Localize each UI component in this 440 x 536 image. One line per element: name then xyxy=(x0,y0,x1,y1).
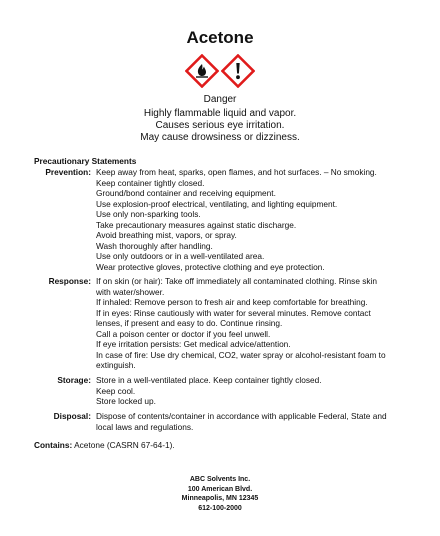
statement-line: Take precautionary measures against static discharge. xyxy=(96,219,297,230)
statement-line: If inhaled: Remove person to fresh air and keep comfortable for breathing. xyxy=(96,297,368,307)
statement-line: Keep container tightly closed. xyxy=(96,177,205,188)
exclamation-mark-pictogram-icon xyxy=(221,54,255,88)
address-line: 612-100-2000 xyxy=(198,504,242,512)
contains-value: Acetone (CASRN 67-64-1). xyxy=(74,440,175,450)
statement-line: Use only outdoors or in a well-ventilated area. xyxy=(96,251,265,261)
contains-label: Contains: xyxy=(34,440,73,450)
statement-line: extinguish. xyxy=(96,360,136,370)
address-line: Minneapolis, MN 12345 xyxy=(181,495,259,502)
statement-line: If on skin (or hair): Take off immediately all contaminated clothing. Rinse skin xyxy=(96,276,377,286)
signal-word: Danger xyxy=(203,94,237,105)
statement-line: Avoid breathing mist, vapors, or spray. xyxy=(96,230,237,240)
hazard-statement: Causes serious eye irritation. xyxy=(155,120,285,131)
prevention-statements xyxy=(96,167,408,272)
statement-line: Call a poison center or doctor if you feel unwell. xyxy=(96,328,271,339)
response-label: Response: xyxy=(48,276,91,286)
address-line: ABC Solvents Inc. xyxy=(189,476,251,483)
hazard-statement: May cause drowsiness or dizziness. xyxy=(140,132,300,143)
storage-statements xyxy=(96,375,408,407)
storage-label: Storage: xyxy=(57,375,91,385)
statement-line: Wear protective gloves, protective clothing and eye protection. xyxy=(96,261,325,272)
statement-line: If eye irritation persists: Get medical advice/attention. xyxy=(96,339,291,349)
statement-line: Store locked up. xyxy=(96,396,156,406)
disposal-label: Disposal: xyxy=(53,411,91,421)
statement-line: In case of fire: Use dry chemical, CO2, water spray or alcohol-resistant foam to xyxy=(96,349,386,360)
precautionary-heading: Precautionary Statements xyxy=(34,156,137,166)
statement-line: Keep cool. xyxy=(96,385,136,396)
statement-line: Use explosion-proof electrical, ventilating, and lighting equipment. xyxy=(96,198,338,209)
supplier-address xyxy=(0,475,440,513)
contains-line xyxy=(34,440,175,450)
ghs-pictograms xyxy=(0,54,440,88)
statement-line: Ground/bond container and receiving equipment. xyxy=(96,188,276,198)
label-title: Acetone xyxy=(186,28,254,47)
statement-line: with water/shower. xyxy=(96,286,165,297)
disposal-statements xyxy=(96,411,408,432)
prevention-label: Prevention: xyxy=(45,167,91,177)
hazard-statements xyxy=(0,108,440,144)
statement-line: Dispose of contents/container in accordance with applicable Federal, State and xyxy=(96,411,387,421)
statement-line: local laws and regulations. xyxy=(96,421,194,432)
response-statements xyxy=(96,276,408,371)
statement-line: lenses, if present and easy to do. Continue rinsing. xyxy=(96,318,283,328)
statement-line: Use only non-sparking tools. xyxy=(96,209,201,219)
statement-line: Keep away from heat, sparks, open flames, and hot surfaces. – No smoking. xyxy=(96,167,377,177)
statement-line: If in eyes: Rinse cautiously with water for several minutes. Remove contact xyxy=(96,307,371,318)
hazard-statement: Highly flammable liquid and vapor. xyxy=(143,108,297,119)
statement-line: Store in a well-ventilated place. Keep container tightly closed. xyxy=(96,375,322,385)
flame-pictogram-icon xyxy=(185,54,219,88)
address-line: 100 American Blvd. xyxy=(187,485,253,493)
statement-line: Wash thoroughly after handling. xyxy=(96,240,213,251)
